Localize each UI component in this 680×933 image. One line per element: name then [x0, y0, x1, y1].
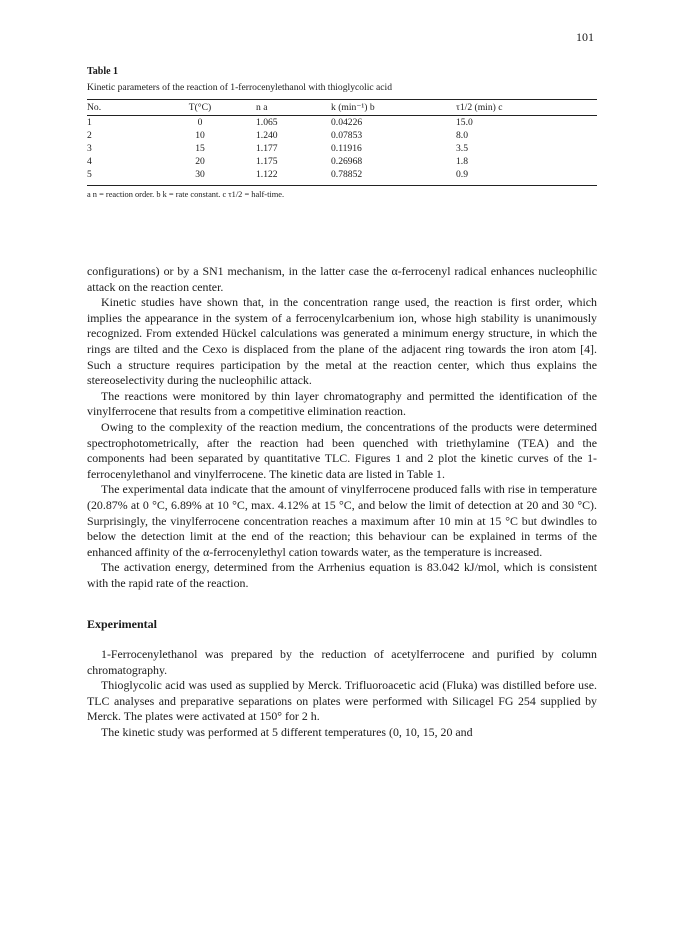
cell-order: 1.175: [256, 156, 278, 168]
header-no: No.: [87, 100, 144, 116]
cell-temperature: 0: [197, 117, 203, 128]
table-row: [87, 116, 597, 130]
cell-no: 5: [87, 168, 144, 186]
paragraph: Kinetic studies have shown that, in the concentration range used, the reaction is first order, which implies the appearance in the system of a ferrocenylcarbenium ion, whose high stability is unanimously recognized. From extended Hückel calculations was generated a minimum energy structure, in which the rings are tilted and the Cexo is displaced from the plane of the adjacent ring towards the iron atom [4]. Such a structure requires participation by the metal at the reaction center, which thus explains the stereoselectivity during the nucleophilic attack.: [87, 295, 597, 388]
cell-no: 4: [87, 156, 92, 168]
cell-no: 3: [87, 143, 92, 155]
section-heading: Experimental: [87, 617, 157, 632]
table-row: [87, 129, 597, 142]
cell-rate-constant: 0.11916: [331, 143, 362, 155]
cell-half-time: 0.9: [456, 168, 597, 186]
cell-temperature: 30: [144, 168, 256, 186]
paragraph: The reactions were monitored by thin layer chromatography and permitted the identification of the vinylferrocene that results from a competitive elimination reaction.: [87, 388, 597, 419]
cell-temperature: 20: [195, 156, 205, 168]
paragraph: 1-Ferrocenylethanol was prepared by the reduction of acetylferrocene and purified by column chromatography.: [87, 647, 597, 677]
cell-rate-constant: 0.04226: [331, 117, 363, 128]
cell-half-time: 8.0: [456, 130, 468, 142]
table-label: Table 1: [87, 66, 119, 77]
kinetic-table: [87, 99, 597, 186]
cell-rate-constant: 0.26968: [331, 156, 363, 168]
paragraph: The kinetic study was performed at 5 different temperatures (0, 10, 15, 20 and: [101, 725, 473, 740]
paragraph: configurations) or by a SN1 mechanism, in the latter case the α-ferrocenyl radical enhances nucleophilic attack on the reaction center.: [87, 264, 597, 294]
table-header-row: [87, 100, 597, 116]
kinetic-table-block: [87, 66, 597, 199]
cell-order: 1.240: [256, 130, 278, 142]
cell-half-time: 15.0: [456, 117, 473, 128]
paragraph: The experimental data indicate that the amount of vinylferrocene produced falls with rise in temperature (20.87% at 0 °C, 6.89% at 10 °C, max. 4.12% at 15 °C, and below the limit of detection at 20 and 30 °C). Surprisingly, the vinylferrocene concentration reaches a maximum after 10 min at 15 °C but dwindles to below the detection limit at the end of the reaction; this behaviour can be explained in terms of the enhanced affinity of the α-ferrocenylethyl cation towards water, as the temperature is increased.: [87, 482, 597, 559]
cell-no: 1: [87, 117, 92, 128]
page-number: 101: [576, 30, 594, 44]
table-caption: Kinetic parameters of the reaction of 1-ferrocenylethanol with thioglycolic acid: [87, 82, 393, 93]
paragraph: Thioglycolic acid was used as supplied by Merck. Trifluoroacetic acid (Fluka) was distilled before use. TLC analyses and preparative separations on plates were performed with Silicagel FG 254 supplied by Merck. The plates were activated at 150° for 2 h.: [87, 678, 597, 724]
table-row: [87, 168, 597, 186]
paragraph: The activation energy, determined from the Arrhenius equation is 83.042 kJ/mol, which is consistent with the rapid rate of the reaction.: [87, 560, 597, 590]
paragraph: Owing to the complexity of the reaction medium, the concentrations of the products were determined spectrophotometrically, after the reaction had been quenched with triethylamine (TEA) and the components had been separated by quantitative TLC. Figures 1 and 2 plot the kinetic curves of the 1-ferrocenylethanol and vinylferrocene. The kinetic data are listed in Table 1.: [87, 419, 597, 481]
header-order: n a: [256, 100, 331, 116]
cell-half-time: 3.5: [456, 143, 468, 155]
cell-no: 2: [87, 130, 92, 142]
cell-order: 1.065: [256, 117, 278, 128]
header-rate-constant: k (min⁻¹) b: [331, 100, 456, 116]
table-row: [87, 155, 597, 168]
cell-half-time: 1.8: [456, 156, 468, 168]
header-half-time: τ1/2 (min) c: [456, 100, 597, 116]
cell-temperature: 15: [195, 143, 205, 155]
cell-rate-constant: 0.07853: [331, 130, 363, 142]
table-footnote: a n = reaction order. b k = rate constant. c τ1/2 = half-time.: [87, 190, 285, 200]
body-text: [87, 264, 597, 741]
header-temperature: T(°C): [144, 100, 256, 116]
cell-rate-constant: 0.78852: [331, 168, 456, 186]
table-row: [87, 142, 597, 155]
cell-order: 1.122: [256, 168, 331, 186]
cell-temperature: 10: [195, 130, 205, 142]
cell-order: 1.177: [256, 143, 278, 155]
